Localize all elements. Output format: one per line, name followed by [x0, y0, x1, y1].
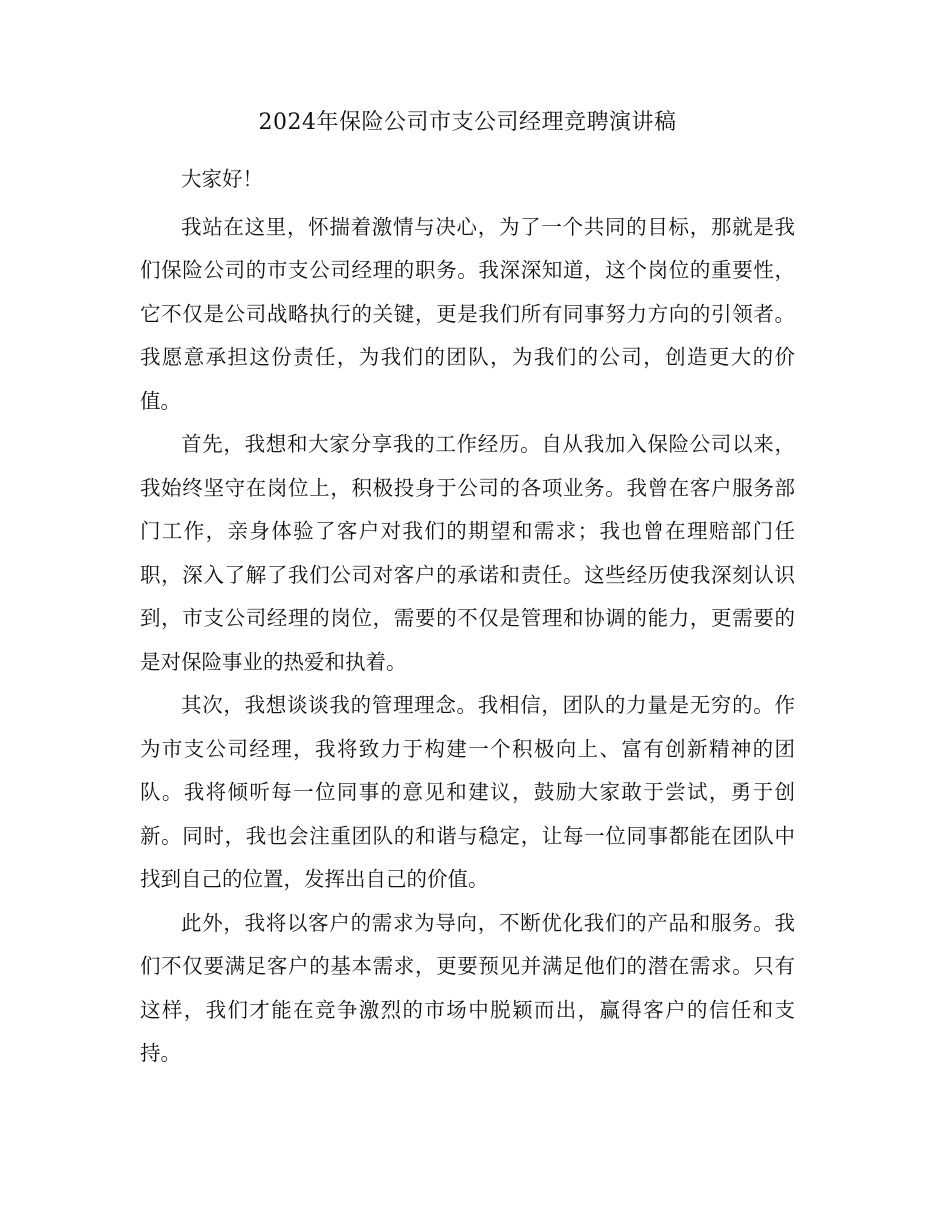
document-title: 2024年保险公司市支公司经理竞聘演讲稿: [258, 110, 677, 135]
document-body: [140, 104, 795, 1076]
paragraph-experience: 首先，我想和大家分享我的工作经历。自从我加入保险公司以来，我始终坚守在岗位上，积极投身于公司的各项业务。我曾在客户服务部门工作，亲身体验了客户对我们的期望和需求；我也曾在理赔部门任职，深入了解了我们公司对客户的承诺和责任。这些经历使我深刻认识到，市支公司经理的岗位，需要的不仅是管理和协调的能力，更需要的是对保险事业的热爱和执着。: [140, 432, 795, 674]
paragraph-intro: 我站在这里，怀揣着激情与决心，为了一个共同的目标，那就是我们保险公司的市支公司经理的职务。我深深知道，这个岗位的重要性，它不仅是公司战略执行的关键，更是我们所有同事努力方向的引领者。我愿意承担这份责任，为我们的团队，为我们的公司，创造更大的价值。: [140, 214, 795, 413]
greeting-paragraph: 大家好！: [181, 167, 263, 191]
paragraph-customer: 此外，我将以客户的需求为导向，不断优化我们的产品和服务。我们不仅要满足客户的基本需求，更要预见并满足他们的潜在需求。只有这样，我们才能在竞争激烈的市场中脱颖而出，赢得客户的信任和支持。: [140, 910, 795, 1065]
paragraph-management: 其次，我想谈谈我的管理理念。我相信，团队的力量是无穷的。作为市支公司经理，我将致力于构建一个积极向上、富有创新精神的团队。我将倾听每一位同事的意见和建议，鼓励大家敢于尝试，勇于创新。同时，我也会注重团队的和谐与稳定，让每一位同事都能在团队中找到自己的位置，发挥出自己的价值。: [140, 693, 795, 891]
